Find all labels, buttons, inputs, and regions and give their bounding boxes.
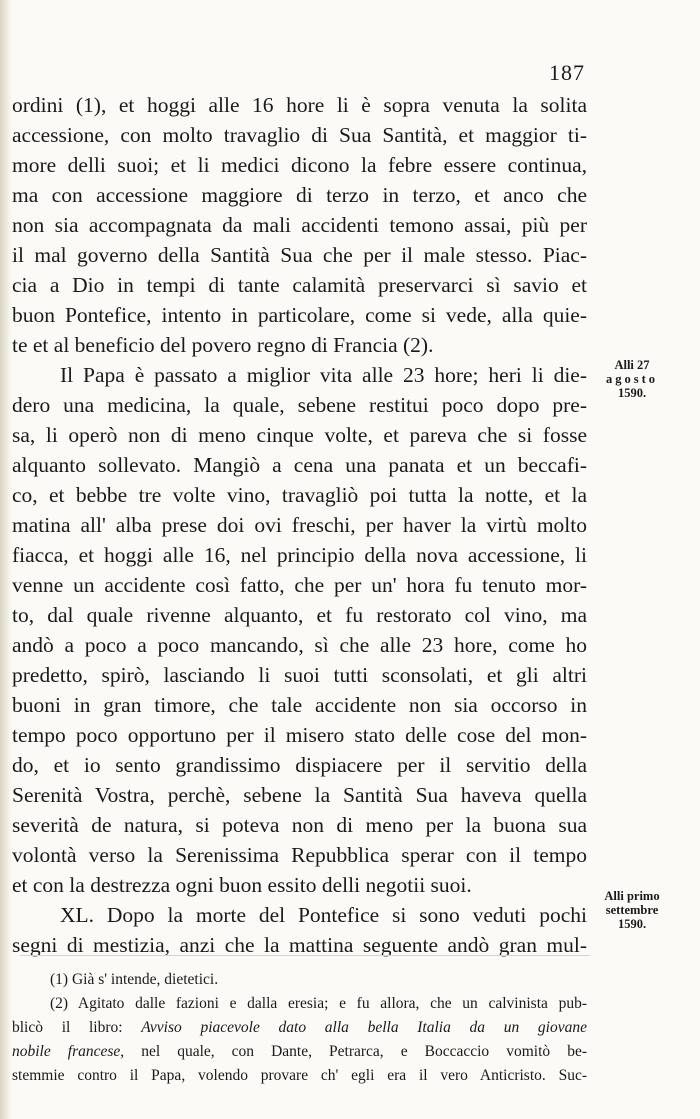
text-line: do, et io sento grandissimo dispiacere per il servitio della (12, 753, 587, 777)
margin-date-note (592, 358, 672, 400)
text-line: ma con accessione maggiore di terzo in terzo, et anco che (12, 183, 587, 207)
text-line: segni di mestizia, anzi che la mattina seguente andò gran mul- (12, 933, 587, 957)
text-line: Serenità Vostra, perchè, sebene la Santità Sua haveva quella (12, 783, 587, 807)
footnote-1: (1) Già s' intende, dietetici. (50, 971, 219, 988)
text-line: ordini (1), et hoggi alle 16 hore li è sopra venuta la solita (12, 93, 587, 117)
text-line: predetto, spirò, lasciando li suoi tutti sconsolati, et gli altri (12, 663, 587, 687)
margin-note-line: 1590. (617, 917, 647, 931)
text-line: severità de natura, si poteva non di meno per la buona sua (12, 813, 587, 837)
text-line: tempo poco opportuno per il misero stato delle cose del mon- (12, 723, 587, 747)
page-number: 187 (549, 60, 585, 85)
text-line: il mal governo della Santità Sua che per il male stesso. Piac- (12, 243, 587, 267)
footnote-2-line: (2) Agitato dalle fazioni e dalla eresia; e fu allora, che un calvinista pub- (50, 995, 587, 1012)
margin-date-note (592, 889, 672, 931)
text-line: buoni in gran timore, che tale accidente non sia occorso in (12, 693, 587, 717)
text-line: te et al beneficio del povero regno di Francia (2). (12, 333, 434, 357)
text-line: non sia accompagnata da mali accidenti temono assai, più per (12, 213, 587, 237)
text-line: venne un accidente così fatto, che per un' hora fu tenuto mor- (12, 573, 587, 597)
footnote-2-line (12, 1016, 587, 1040)
text-line: sa, li operò non di meno cinque volte, et pareva che si fosse (12, 423, 587, 447)
text-line: matina all' alba prese doi ovi freschi, per haver la virtù molto (12, 513, 587, 537)
book-title-italic: nobile francese (12, 1043, 121, 1060)
book-spine-shadow (0, 0, 12, 1119)
text-line: buon Pontefice, intento in particolare, come si vede, alla quie- (12, 303, 587, 327)
book-title-italic: Avviso piacevole dato alla bella Italia da un giovane (141, 1019, 587, 1036)
text-line: volontà verso la Serenissima Repubblica sperar con il tempo (12, 843, 587, 867)
text-line: et con la destrezza ogni buon essito delli negotii suoi. (12, 873, 472, 897)
margin-note-line: Alli 27 (614, 358, 650, 372)
text-line: dero una medicina, la quale, sebene restitui poco dopo pre- (12, 393, 587, 417)
text-line: co, et bebbe tre volte vino, travagliò poi tutta la notte, et la (12, 483, 587, 507)
footnote-2-line (12, 1040, 587, 1064)
footnote-text: blicò il libro: (12, 1019, 142, 1036)
section-start-line: XL. Dopo la morte del Pontefice si sono veduti pochi (60, 903, 587, 927)
footnote-text: , nel quale, con Dante, Petrarca, e Boccaccio vomitò be- (120, 1043, 587, 1060)
margin-note-line: settembre (605, 903, 659, 917)
main-text (12, 90, 587, 960)
text-line: alquanto sollevato. Mangiò a cena una panata et un beccafi- (12, 453, 587, 477)
text-line: cia a Dio in tempi di tante calamità preservarci sì savio et (12, 273, 587, 297)
margin-note-line: Alli primo (604, 889, 660, 903)
footnote-divider (20, 955, 590, 956)
footnotes (12, 968, 587, 1088)
text-line: more delli suoi; et li medici dicono la febre essere continua, (12, 153, 587, 177)
margin-note-line: agosto (605, 372, 659, 386)
text-line: to, dal quale rivenne alquanto, et fu restorato col vino, ma (12, 603, 587, 627)
margin-note-line: 1590. (617, 386, 647, 400)
text-line: accessione, con molto travaglio di Sua Santità, et maggior ti- (12, 123, 587, 147)
footnote-2-line: stemmie contro il Papa, volendo provare ch' egli era il vero Anticristo. Suc- (12, 1067, 587, 1084)
text-line: andò a poco a poco mancando, sì che alle 23 hore, come ho (12, 633, 587, 657)
text-line: fiacca, et hoggi alle 16, nel principio della nova accessione, li (12, 543, 587, 567)
paragraph-start-line: Il Papa è passato a miglior vita alle 23 hore; heri li die- (60, 363, 587, 387)
